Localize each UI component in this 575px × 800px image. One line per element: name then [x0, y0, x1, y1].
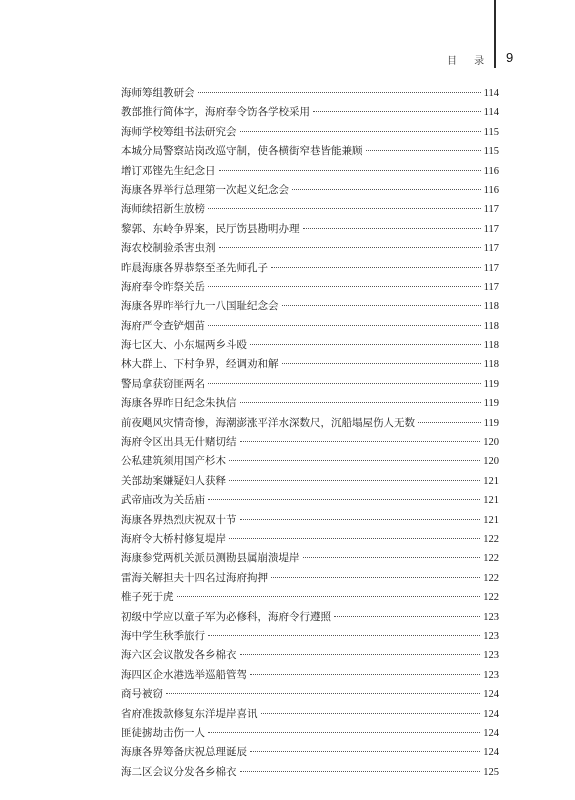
toc-entry-title: 关部劫案嫌疑妇人获释: [121, 474, 226, 487]
toc-entry-page: 119: [483, 398, 499, 410]
toc-dot-leader: [282, 304, 481, 306]
toc-entry-page: 124: [483, 747, 499, 759]
toc-entry-page: 123: [483, 611, 499, 623]
toc-entry-page: 124: [483, 727, 499, 739]
toc-entry[interactable]: [121, 743, 499, 762]
toc-entry[interactable]: [121, 181, 499, 200]
toc-entry-title: 省府准拨款修复东洋堤岸喜讯: [121, 707, 258, 720]
toc-dot-leader: [250, 750, 480, 752]
toc-entry[interactable]: [121, 646, 499, 665]
toc-dot-leader: [166, 692, 480, 694]
toc-entry-title: 初级中学应以童子军为必修科，海府令行遵照: [121, 610, 331, 623]
toc-entry-title: 海四区企水港选举巡船管驾: [121, 668, 247, 681]
toc-entry[interactable]: [121, 414, 499, 433]
section-title: 目 录: [447, 56, 492, 67]
toc-entry-title: 黎郭、东岭争界案，民厅饬县勘明办理: [121, 222, 300, 235]
header-vertical-rule: [494, 0, 496, 68]
toc-entry[interactable]: [121, 511, 499, 530]
toc-entry[interactable]: [121, 317, 499, 336]
toc-dot-leader: [313, 110, 481, 112]
toc-entry-page: 124: [483, 708, 499, 720]
toc-entry-page: 122: [483, 592, 499, 604]
toc-dot-leader: [282, 362, 481, 364]
toc-entry-title: 昨晨海康各界恭祭至圣先师孔子: [121, 261, 268, 274]
toc-entry-page: 125: [483, 766, 499, 778]
toc-entry[interactable]: [121, 666, 499, 685]
toc-entry-page: 117: [483, 204, 499, 216]
toc-dot-leader: [261, 712, 481, 714]
toc-dot-leader: [240, 518, 481, 520]
toc-entry-page: 121: [483, 514, 499, 526]
toc-entry-page: 115: [483, 126, 499, 138]
toc-entry-title: 武帝庙改为关岳庙: [121, 494, 205, 507]
toc-entry-page: 123: [483, 630, 499, 642]
toc-dot-leader: [250, 343, 481, 345]
toc-entry-title: 海康各界筹备庆祝总理诞辰: [121, 746, 247, 759]
toc-dot-leader: [271, 576, 480, 578]
toc-entry[interactable]: [121, 220, 499, 239]
toc-entry[interactable]: [121, 705, 499, 724]
toc-entry-page: 118: [483, 340, 499, 352]
toc-dot-leader: [303, 556, 481, 558]
toc-entry-page: 115: [483, 146, 499, 158]
toc-entry[interactable]: [121, 375, 499, 394]
toc-entry[interactable]: [121, 472, 499, 491]
toc-entry-page: 117: [483, 262, 499, 274]
toc-entry[interactable]: [121, 530, 499, 549]
toc-entry[interactable]: [121, 685, 499, 704]
toc-entry[interactable]: [121, 491, 499, 510]
toc-entry-title: 公私建筑须用国产杉木: [121, 455, 226, 468]
toc-entry[interactable]: [121, 278, 499, 297]
toc-dot-leader: [334, 615, 480, 617]
toc-entry[interactable]: [121, 355, 499, 374]
toc-dot-leader: [250, 673, 480, 675]
toc-entry-title: 海师筹组教研会: [121, 87, 195, 99]
toc-dot-leader: [418, 421, 481, 423]
toc-dot-leader: [240, 770, 481, 772]
toc-entry[interactable]: [121, 259, 499, 278]
toc-entry-title: 海府令大桥村修复堤岸: [121, 532, 226, 545]
toc-entry[interactable]: [121, 123, 499, 142]
toc-entry-title: 海康参党两机关派员测勘县属崩溃堤岸: [121, 552, 300, 565]
toc-entry[interactable]: [121, 724, 499, 743]
toc-dot-leader: [208, 382, 481, 384]
toc-dot-leader: [208, 207, 481, 209]
toc-dot-leader: [208, 634, 480, 636]
toc-dot-leader: [292, 188, 481, 190]
toc-entry-title: 林大群上、下村争界，经调劝和解: [121, 358, 279, 371]
toc-entry[interactable]: [121, 588, 499, 607]
toc-entry-page: 121: [483, 475, 499, 487]
toc-entry[interactable]: [121, 627, 499, 646]
toc-entry-page: 116: [483, 184, 499, 196]
toc-dot-leader: [229, 459, 480, 461]
toc-entry[interactable]: [121, 549, 499, 568]
toc-entry-page: 117: [483, 223, 499, 235]
toc-entry[interactable]: [121, 336, 499, 355]
toc-entry-page: 122: [483, 572, 499, 584]
toc-entry[interactable]: [121, 84, 499, 103]
toc-entry-page: 114: [483, 107, 499, 119]
toc-entry-page: 123: [483, 650, 499, 662]
toc-entry-title: 海六区会议散发各乡棉衣: [121, 649, 237, 662]
toc-dot-leader: [208, 285, 481, 287]
toc-entry[interactable]: [121, 452, 499, 471]
toc-entry-title: 海康各界昨日纪念朱执信: [121, 397, 237, 410]
toc-entry[interactable]: [121, 608, 499, 627]
toc-entry-title: 海康各界热烈庆祝双十节: [121, 513, 237, 526]
toc-entry-page: 119: [483, 417, 499, 429]
toc-entry-page: 117: [483, 281, 499, 293]
toc-entry-page: 123: [483, 669, 499, 681]
toc-entry-title: 前夜飓风灾情奇惨，海潮澎涨平洋水深数尺，沉船塌屋伤人无数: [121, 416, 415, 429]
toc-entry-page: 120: [483, 456, 499, 468]
toc-entry[interactable]: [121, 394, 499, 413]
toc-dot-leader: [240, 401, 481, 403]
toc-entry[interactable]: [121, 433, 499, 452]
toc-dot-leader: [208, 731, 480, 733]
toc-entry[interactable]: [121, 200, 499, 219]
toc-dot-leader: [208, 324, 481, 326]
toc-dot-leader: [177, 595, 481, 597]
toc-entry-title: 海府令区出具无什赌切结: [121, 436, 237, 449]
toc-dot-leader: [229, 537, 480, 539]
toc-dot-leader: [198, 91, 481, 93]
toc-entry-page: 118: [483, 359, 499, 371]
toc-entry-page: 121: [483, 495, 499, 507]
toc-entry[interactable]: [121, 297, 499, 316]
toc-entry-page: 122: [483, 553, 499, 565]
toc-dot-leader: [240, 130, 481, 132]
toc-entry-title: 商号被窃: [121, 688, 163, 701]
toc-entry-title: 海府严令查铲烟苗: [121, 319, 205, 332]
toc-entry-title: 雷海关解担夫十四名过海府拘押: [121, 571, 268, 584]
toc-entry-page: 118: [483, 320, 499, 332]
toc-entry-title: 海七区大、小东堀两乡斗殴: [121, 339, 247, 352]
toc-dot-leader: [366, 149, 481, 151]
toc-entry[interactable]: [121, 162, 499, 181]
toc-entry-title: 海康各界举行总理第一次起义纪念会: [121, 183, 289, 196]
toc-entry-title: 海师学校筹组书法研究会: [121, 125, 237, 138]
toc-entry-title: 警局拿获窃匪两名: [121, 377, 205, 390]
toc-entry-page: 116: [483, 165, 499, 177]
toc-entry-title: 增订邓铿先生纪念日: [121, 164, 216, 177]
toc-dot-leader: [240, 653, 481, 655]
toc-dot-leader: [303, 227, 481, 229]
toc-entry[interactable]: [121, 142, 499, 161]
toc-entry-page: 117: [483, 243, 499, 255]
toc-entry[interactable]: [121, 103, 499, 122]
toc-dot-leader: [208, 498, 480, 500]
toc-entry-title: 海府奉令昨祭关岳: [121, 280, 205, 293]
toc-entry-title: 海康各界昨举行九一八国耻纪念会: [121, 300, 279, 313]
table-of-contents: [121, 84, 499, 782]
toc-entry-title: 本城分局警察站岗改巡守制，使各横街窄巷皆能兼顾: [121, 145, 363, 158]
toc-entry-page: 122: [483, 533, 499, 545]
toc-entry[interactable]: [121, 239, 499, 258]
toc-entry-title: 教部推行简体字，海府奉令饬各学校采用: [121, 106, 310, 119]
page-number: 9: [506, 50, 514, 65]
toc-dot-leader: [219, 246, 481, 248]
toc-entry-page: 119: [483, 378, 499, 390]
toc-dot-leader: [229, 479, 480, 481]
toc-entry-page: 118: [483, 301, 499, 313]
toc-entry-title: 海农校制验杀害虫剂: [121, 242, 216, 255]
toc-entry[interactable]: [121, 763, 499, 782]
toc-entry-title: 海中学生秋季旅行: [121, 629, 205, 642]
toc-entry-title: 匪徒掳劫击伤一人: [121, 726, 205, 739]
toc-dot-leader: [240, 440, 481, 442]
toc-entry-page: 120: [483, 437, 499, 449]
toc-entry-title: 椎子死于虎: [121, 591, 174, 604]
toc-entry-title: 海二区会议分发各乡棉衣: [121, 765, 237, 778]
toc-dot-leader: [219, 169, 481, 171]
toc-entry-title: 海师续招新生放榜: [121, 203, 205, 216]
toc-dot-leader: [271, 266, 481, 268]
toc-entry-page: 114: [483, 88, 499, 99]
toc-entry-page: 124: [483, 689, 499, 701]
toc-entry[interactable]: [121, 569, 499, 588]
